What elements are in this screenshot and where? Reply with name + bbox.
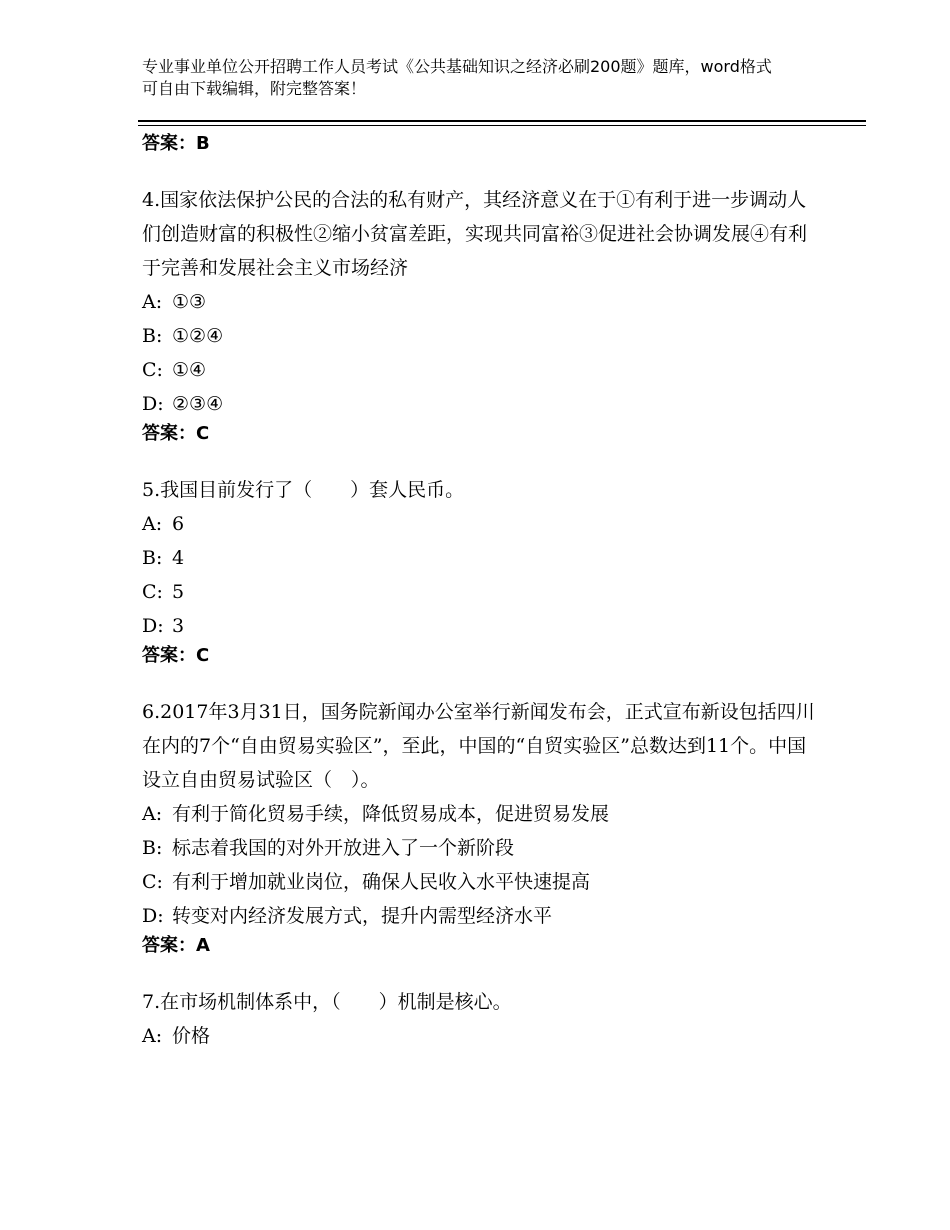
previous-answer: 答案：B [142,133,210,154]
option-c [142,575,822,609]
option-label: B: [142,325,163,347]
page-header: 专业事业单位公开招聘工作人员考试《公共基础知识之经济必刷200题》题库，word格式可自由下载编辑，附完整答案！ [142,57,772,98]
option-label: A: [142,291,163,313]
answer: 答案：A [142,935,210,956]
option-a [142,507,822,541]
question-4 [142,183,822,447]
option-label: D: [142,393,164,415]
option-text: 3 [172,615,185,637]
option-a [142,797,822,831]
question-text: 7.在市场机制体系中，（ ）机制是核心。 [142,991,512,1013]
question-6 [142,695,822,959]
option-d [142,609,822,643]
option-label: A: [142,803,163,825]
option-text: ①③ [172,291,207,313]
question-7 [142,985,822,1053]
option-label: D: [142,905,164,927]
option-label: A: [142,1025,163,1047]
option-b [142,319,822,353]
option-c [142,865,822,899]
option-d [142,899,822,933]
question-text: 6.2017年3月31日，国务院新闻办公室举行新闻发布会，正式宣布新设包括四川在内的7个“自由贸易实验区”，至此，中国的“自贸实验区”总数达到11个。中国设立自由贸易试验区（ ）。 [142,701,815,791]
header-rule-thin [138,125,866,126]
option-text: ①④ [172,359,207,381]
question-text: 4.国家依法保护公民的合法的私有财产，其经济意义在于①有利于进一步调动人们创造财富的积极性②缩小贫富差距，实现共同富裕③促进社会协调发展④有利于完善和发展社会主义市场经济 [142,189,808,279]
option-a [142,1019,822,1053]
option-text: 标志着我国的对外开放进入了一个新阶段 [172,837,515,859]
option-text: 价格 [172,1025,211,1047]
option-text: ②③④ [172,393,224,415]
option-b [142,541,822,575]
option-c [142,353,822,387]
question-text: 5.我国目前发行了（ ）套人民币。 [142,479,465,501]
answer: 答案：C [142,645,210,666]
option-text: 5 [172,581,185,603]
option-d [142,387,822,421]
option-text: 有利于增加就业岗位，确保人民收入水平快速提高 [172,871,591,893]
option-b [142,831,822,865]
answer: 答案：C [142,423,210,444]
option-label: C: [142,871,163,893]
option-text: 转变对内经济发展方式，提升内需型经济水平 [172,905,553,927]
option-label: D: [142,615,164,637]
question-5 [142,473,822,669]
question-list [142,131,822,1053]
option-label: B: [142,547,163,569]
option-label: A: [142,513,163,535]
option-a [142,285,822,319]
header-rule-thick [138,120,866,122]
option-text: 4 [172,547,185,569]
option-label: C: [142,359,163,381]
option-text: 有利于简化贸易手续，降低贸易成本，促进贸易发展 [172,803,610,825]
option-label: C: [142,581,163,603]
option-text: 6 [172,513,185,535]
option-label: B: [142,837,163,859]
option-text: ①②④ [172,325,224,347]
